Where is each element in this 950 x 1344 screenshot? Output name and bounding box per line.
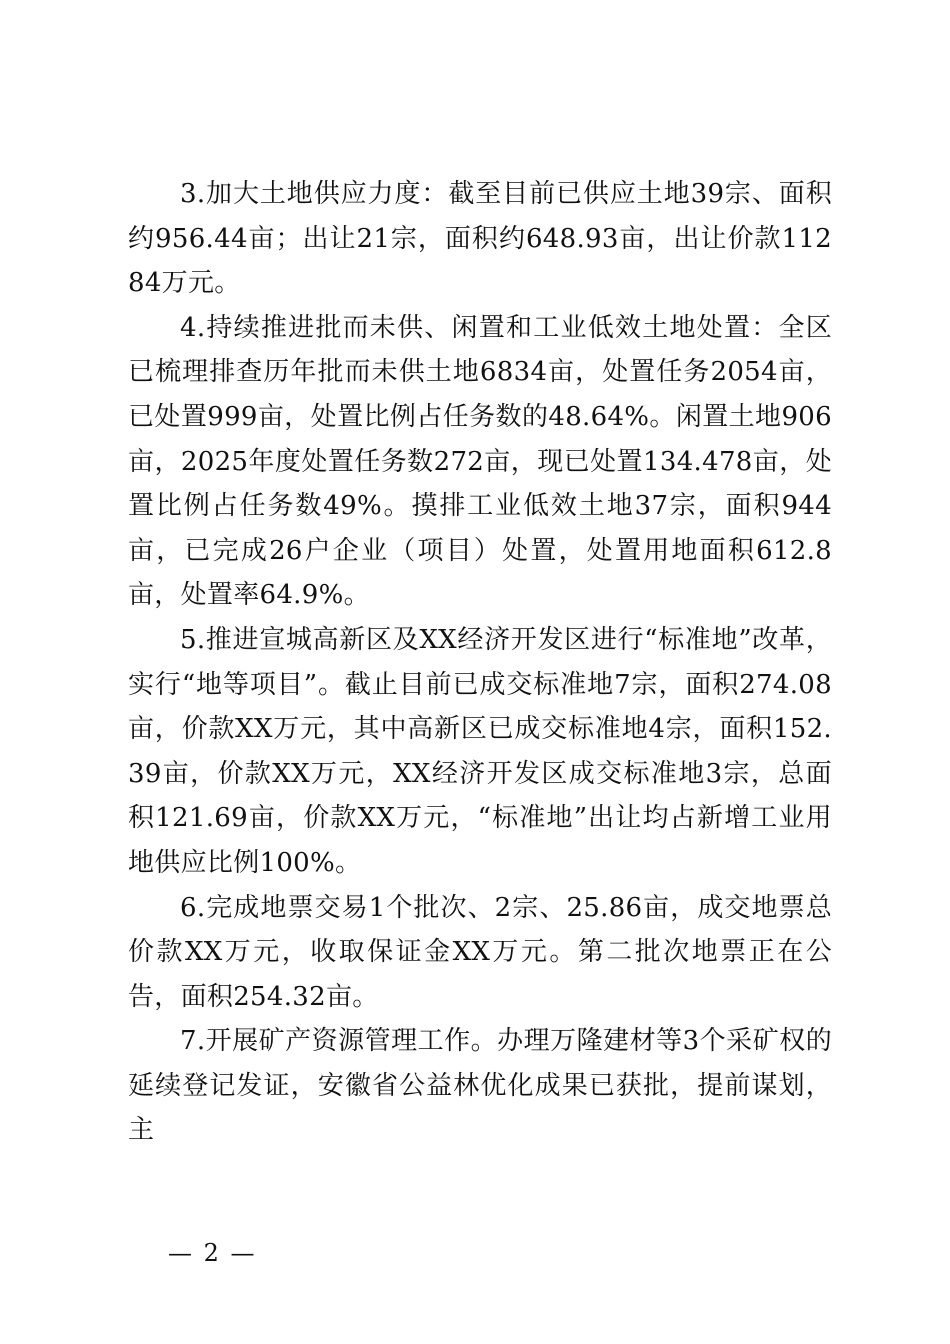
- paragraph-land-supply: 3.加大土地供应力度：截至目前已供应土地39宗、面积约956.44亩；出让21宗，面积约648.93亩，出让价款11284万元。: [128, 179, 832, 299]
- paragraph-idle-land-disposal: 4.持续推进批而未供、闲置和工业低效土地处置：全区已梳理排查历年批而未供土地6834亩，处置任务2054亩，已处置999亩，处置比例占任务数的48.64%。闲置土地906亩，2025年度处置任务数272亩，现已处置134.478亩，处置比例占任务数49%。摸排工业低效土地37宗，面积944亩，已完成26户企业（项目）处置，处置用地面积612.8亩，处置率64.9%。: [128, 312, 832, 611]
- page-number: — 2 —: [168, 1239, 257, 1267]
- document-body: [128, 172, 832, 1153]
- paragraph-standard-land-reform: 5.推进宣城高新区及XX经济开发区进行“标准地”改革，实行“地等项目”。截止目前已成交标准地7宗，面积274.08亩，价款XX万元，其中高新区已成交标准地4宗，面积152.39亩，价款XX万元，XX经济开发区成交标准地3宗，总面积121.69亩，价款XX万元，“标准地”出让均占新增工业用地供应比例100%。: [128, 624, 832, 878]
- paragraph-mineral-resources: 7.开展矿产资源管理工作。办理万隆建材等3个采矿权的延续登记发证，安徽省公益林优化成果已获批，提前谋划，主: [128, 1026, 832, 1146]
- paragraph-land-ticket-trading: 6.完成地票交易1个批次、2宗、25.86亩，成交地票总价款XX万元，收取保证金XX万元。第二批次地票正在公告，面积254.32亩。: [128, 892, 832, 1012]
